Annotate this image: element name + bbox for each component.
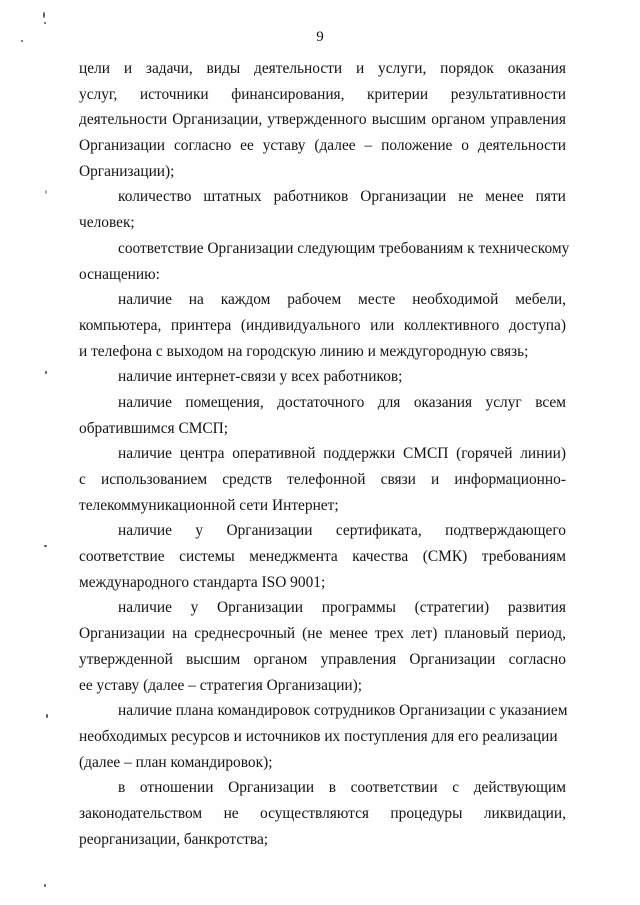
word: коллективного xyxy=(403,316,500,334)
word: наличие xyxy=(118,522,172,540)
word: о xyxy=(461,137,469,155)
word: результативности xyxy=(450,85,566,103)
word: линии) xyxy=(520,445,566,463)
word: органом xyxy=(431,111,486,129)
word: Организации xyxy=(360,188,447,206)
word: оперативной xyxy=(232,445,316,463)
text-line xyxy=(79,416,566,442)
word: период, xyxy=(515,625,566,643)
line-text: Организации); xyxy=(79,162,175,180)
line-text: ее уставу (далее – стратегия Организации); xyxy=(79,676,363,694)
word: штатных xyxy=(203,188,262,206)
word: задачи, xyxy=(145,60,193,77)
word: с xyxy=(79,471,86,488)
word: Организации xyxy=(79,137,166,155)
word: менеджмента xyxy=(249,548,338,566)
text-line xyxy=(79,544,566,570)
text-line xyxy=(79,390,566,416)
word: связи xyxy=(380,471,416,488)
word: услуг xyxy=(485,393,522,411)
word: органом xyxy=(253,650,308,668)
word: сертификата, xyxy=(335,522,422,540)
word: мебели, xyxy=(515,291,566,309)
text-line xyxy=(79,364,566,390)
line-text: международного стандарта ISO 9001; xyxy=(79,573,326,591)
text-line xyxy=(79,236,570,262)
word: качества xyxy=(352,548,409,566)
document-body xyxy=(79,56,570,852)
word: подтверждающего xyxy=(445,522,566,540)
word: средств xyxy=(222,471,273,488)
text-line xyxy=(79,750,566,776)
word: отношении xyxy=(139,779,214,797)
text-line xyxy=(79,287,566,313)
text-line xyxy=(79,159,566,185)
word: наличие xyxy=(118,599,172,617)
word: (индивидуального xyxy=(240,316,361,334)
line-text: наличие интернет-связи у всех работников; xyxy=(118,368,403,386)
word: или xyxy=(370,316,395,334)
scan-speck xyxy=(44,545,47,547)
word: высшим xyxy=(371,111,427,129)
word: финансирования, xyxy=(231,85,345,103)
word: цели xyxy=(79,60,110,77)
text-line xyxy=(79,698,566,724)
text-line xyxy=(79,262,566,288)
word: действующим xyxy=(473,779,566,797)
word: Организации xyxy=(79,625,166,643)
word: достаточного xyxy=(277,393,365,411)
word: (не xyxy=(302,625,323,643)
word: на xyxy=(188,291,204,309)
text-line xyxy=(79,210,566,236)
word: оказания xyxy=(507,60,566,77)
word: в xyxy=(328,779,337,797)
scan-speck xyxy=(46,714,48,718)
text-line xyxy=(79,184,566,210)
word: уставу xyxy=(262,137,306,155)
word: наличие xyxy=(118,291,172,309)
word: развития xyxy=(507,599,566,617)
word: у xyxy=(195,522,204,540)
word: управления xyxy=(320,650,397,668)
scan-speck xyxy=(43,12,45,18)
page-number: 9 xyxy=(316,29,324,45)
word: с xyxy=(452,779,460,797)
line-text: и телефона с выходом на городскую линию и междугородную связь; xyxy=(79,342,529,360)
word: – xyxy=(364,137,373,155)
text-line xyxy=(79,801,566,827)
text-line xyxy=(79,673,566,699)
word: наличие xyxy=(118,445,172,463)
word: требованиям xyxy=(481,548,566,566)
word: деятельности xyxy=(477,137,566,155)
scan-speck xyxy=(44,22,46,24)
line-text: реорганизации, банкротства; xyxy=(79,830,269,848)
word: менее xyxy=(485,188,524,206)
word: Организации xyxy=(226,522,313,540)
word: осуществляются xyxy=(260,804,369,822)
word: деятельности xyxy=(254,60,343,77)
word: соответствии xyxy=(350,779,438,797)
word: ее xyxy=(240,137,254,155)
word: деятельности xyxy=(79,111,168,129)
scan-speck xyxy=(45,371,47,374)
word: не xyxy=(458,188,474,206)
text-line xyxy=(79,647,566,673)
word: трех xyxy=(374,625,404,643)
scan-speck xyxy=(44,884,46,887)
word: информационно- xyxy=(454,471,566,488)
text-line xyxy=(79,313,566,339)
word: ликвидации, xyxy=(483,804,566,822)
word: доступа) xyxy=(508,316,566,334)
text-line xyxy=(79,493,566,519)
word: наличие xyxy=(118,393,172,411)
word: высшим xyxy=(186,650,241,668)
word: источники xyxy=(139,85,209,103)
line-text: (далее – план командировок); xyxy=(79,753,273,771)
text-line xyxy=(79,441,566,467)
word: телефонной xyxy=(287,471,366,488)
word: поддержки xyxy=(323,445,396,463)
word: (стратегии) xyxy=(414,599,490,617)
word: работников xyxy=(273,188,349,206)
word: системы xyxy=(179,548,235,566)
word: (далее xyxy=(314,137,356,155)
line-text: человек; xyxy=(79,214,135,232)
word: среднесрочный xyxy=(194,625,296,643)
word: не xyxy=(223,804,239,822)
line-text: наличие плана командировок сотрудников Организации с указанием xyxy=(118,702,568,720)
text-line xyxy=(79,339,566,365)
scan-speck xyxy=(21,40,23,42)
word: Организации xyxy=(409,650,496,668)
word: пяти xyxy=(535,188,566,206)
text-line xyxy=(79,82,566,108)
text-line xyxy=(79,107,566,133)
word: у xyxy=(190,599,199,617)
word: услуг, xyxy=(79,85,118,103)
text-line xyxy=(79,570,566,596)
word: количество xyxy=(118,188,192,206)
text-line xyxy=(79,724,566,750)
word: процедуры xyxy=(390,804,463,822)
text-line xyxy=(79,775,566,801)
word: виды xyxy=(206,60,241,77)
word: СМСП xyxy=(403,445,449,463)
word: положение xyxy=(381,137,453,155)
word: критерии xyxy=(367,85,429,103)
word: для xyxy=(377,393,401,411)
word: утвержденного xyxy=(267,111,367,129)
word: плановый xyxy=(444,625,509,643)
text-line xyxy=(79,621,566,647)
word: необходимой xyxy=(412,291,499,309)
word: программы xyxy=(321,599,396,617)
word: услуги, xyxy=(378,60,427,77)
word: (горячей xyxy=(456,445,513,463)
word: соответствие xyxy=(79,548,165,566)
text-line xyxy=(79,56,566,82)
word: лет) xyxy=(410,625,438,643)
scan-speck xyxy=(45,190,47,194)
line-text: соответствие Организации следующим требованиям к техническому xyxy=(118,239,570,257)
line-text: обратившимся СМСП; xyxy=(79,419,229,437)
word: и xyxy=(431,471,440,488)
text-line xyxy=(79,133,566,159)
text-line xyxy=(79,827,566,853)
word: (СМК) xyxy=(422,548,468,566)
word: Организации xyxy=(228,779,315,797)
word: каждом xyxy=(220,291,271,309)
word: согласно xyxy=(173,137,232,155)
word: принтера xyxy=(170,316,232,334)
word: помещения, xyxy=(185,393,264,411)
word: Организации, xyxy=(172,111,263,129)
text-line xyxy=(79,467,566,493)
word: в xyxy=(118,779,126,797)
word: месте xyxy=(358,291,396,309)
line-text: необходимых ресурсов и источников их поступления для его реализации xyxy=(79,727,558,745)
word: компьютера, xyxy=(79,316,162,334)
word: Организации xyxy=(216,599,304,617)
word: согласно xyxy=(508,650,566,668)
word: центра xyxy=(179,445,225,463)
word: оказания xyxy=(413,393,473,411)
word: и xyxy=(123,60,133,77)
word: использованием xyxy=(100,471,208,488)
word: порядок xyxy=(440,60,494,77)
word: утвержденной xyxy=(79,650,173,668)
word: и xyxy=(355,60,365,77)
word: рабочем xyxy=(287,291,342,309)
word: законодательством xyxy=(79,804,203,822)
text-line xyxy=(79,595,566,621)
word: управления xyxy=(490,111,566,129)
line-text: телекоммуникационной сети Интернет; xyxy=(79,496,339,514)
line-text: оснащению: xyxy=(79,265,160,283)
word: всем xyxy=(535,393,566,411)
text-line xyxy=(79,518,566,544)
word: на xyxy=(172,625,188,643)
word: менее xyxy=(329,625,368,643)
